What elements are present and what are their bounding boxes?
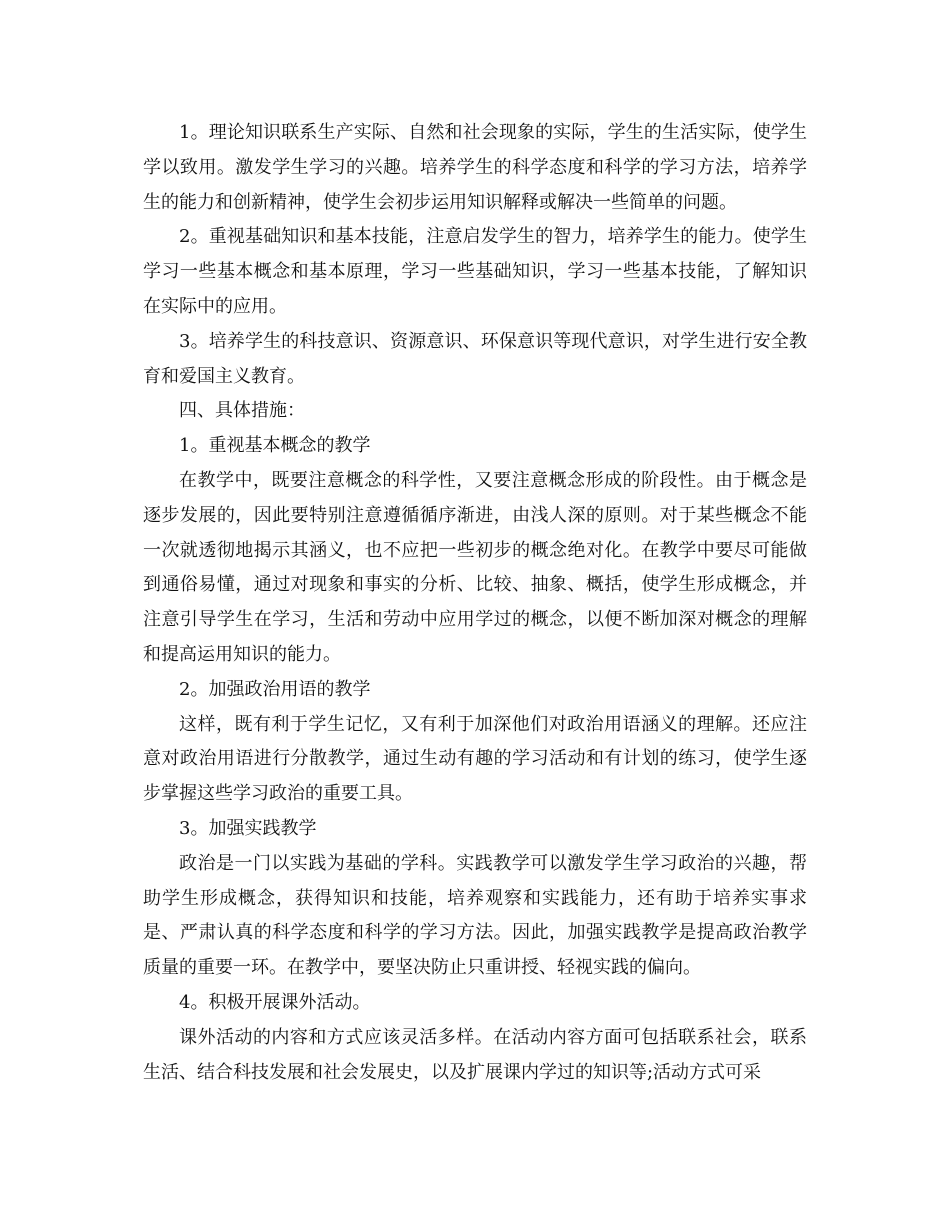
paragraph-goal-2: 2。重视基础知识和基本技能，注意启发学生的智力，培养学生的能力。使学生学习一些基本概念和基本原理，学习一些基础知识，学习一些基本技能，了解知识在实际中的应用。 — [143, 226, 807, 317]
paragraph-concepts: 在教学中，既要注意概念的科学性，又要注意概念形成的阶段性。由于概念是逐步发展的，因此要特别注意遵循循序渐进，由浅人深的原则。对于某些概念不能一次就透彻地揭示其涵义，也不应把一些初步的概念绝对化。在教学中要尽可能做到通俗易懂，通过对现象和事实的分析、比较、抽象、概括，使学生形成概念，并注意引导学生在学习，生活和劳动中应用学过的概念，以便不断加深对概念的理解和提高运用知识的能力。 — [143, 469, 807, 665]
subheading-terminology: 2。加强政治用语的教学 — [179, 678, 371, 700]
subheading-practice: 3。加强实践教学 — [179, 817, 317, 839]
paragraph-goal-3: 3。培养学生的科技意识、资源意识、环保意识等现代意识，对学生进行安全教育和爱国主义教育。 — [143, 330, 807, 387]
subheading-activities: 4。积极开展课外活动。 — [179, 991, 371, 1013]
subheading-concepts: 1。重视基本概念的教学 — [179, 435, 371, 457]
section-heading-measures: 四、具体措施： — [179, 400, 305, 422]
document-body — [143, 116, 807, 1090]
paragraph-practice: 政治是一门以实践为基础的学科。实践教学可以激发学生学习政治的兴趣，帮助学生形成概念，获得知识和技能，培养观察和实践能力，还有助于培养实事求是、严肃认真的科学态度和科学的学习方法。因此，加强实践教学是提高政治教学质量的重要一环。在教学中，要坚决防止只重讲授、轻视实践的偏向。 — [143, 852, 807, 979]
paragraph-terminology: 这样，既有利于学生记忆，又有利于加深他们对政治用语涵义的理解。还应注意对政治用语进行分散教学，通过生动有趣的学习活动和有计划的练习，使学生逐步掌握这些学习政治的重要工具。 — [143, 713, 807, 805]
paragraph-activities: 课外活动的内容和方式应该灵活多样。在活动内容方面可包括联系社会，联系生活、结合科技发展和社会发展史，以及扩展课内学过的知识等;活动方式可采 — [143, 1026, 807, 1083]
paragraph-goal-1: 1。理论知识联系生产实际、自然和社会现象的实际，学生的生活实际，使学生学以致用。激发学生学习的兴趣。培养学生的科学态度和科学的学习方法，培养学生的能力和创新精神，使学生会初步运用知识解释或解决一些简单的问题。 — [143, 122, 807, 213]
